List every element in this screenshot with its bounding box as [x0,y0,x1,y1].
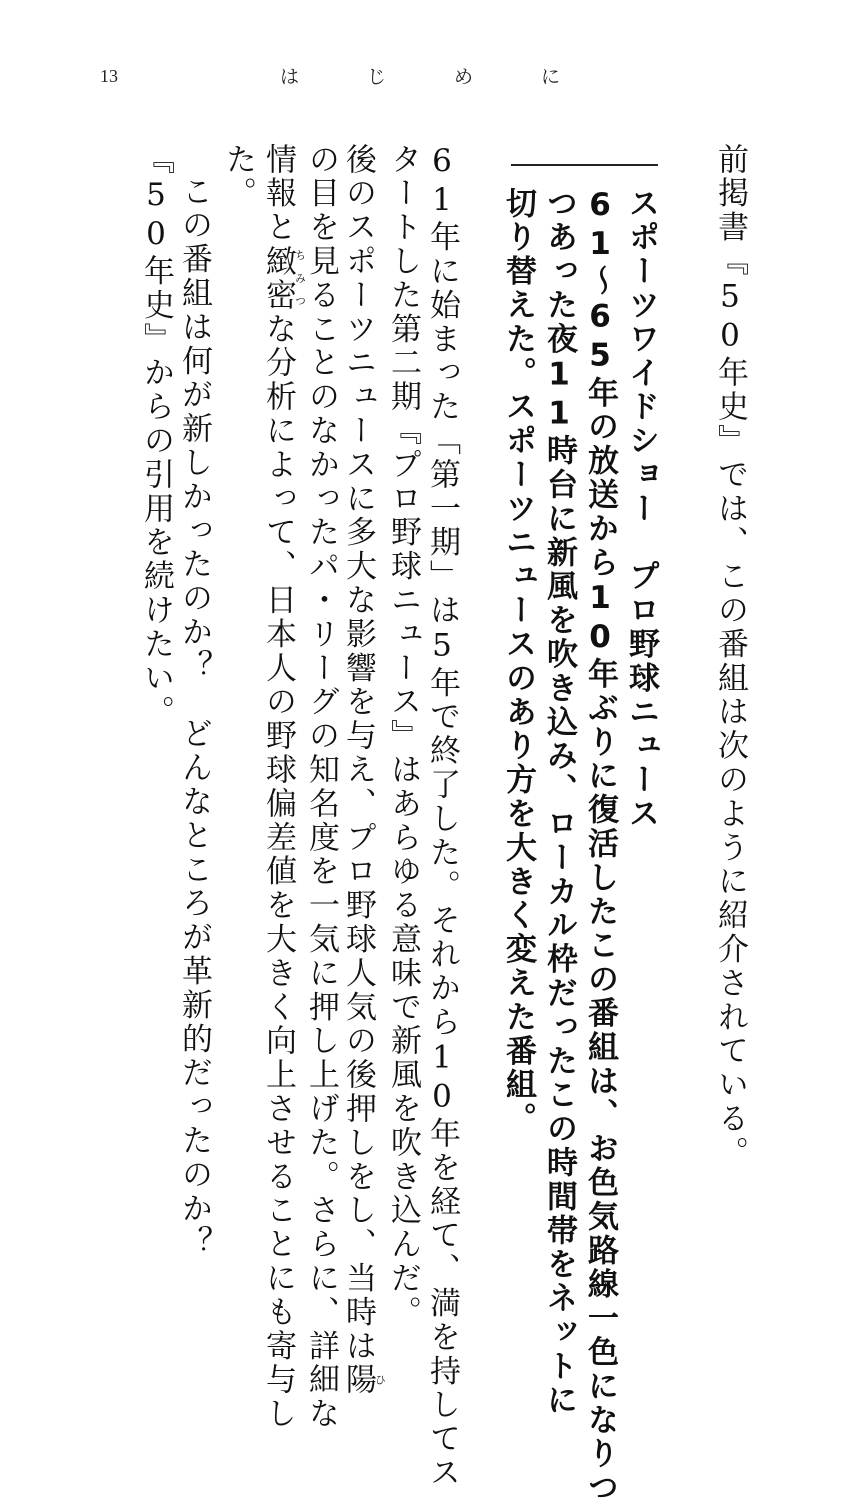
ruby-annotation [260,244,307,313]
quote-line: 切り替えた。スポーツニュースのあり方を大きく変えた番組。 [500,187,536,1137]
ruby-reading: ひ [373,1363,387,1398]
paragraph-line: タートした第二期『プロ野球ニュース』はあらゆる意味で新風を吹き込んだ。 [385,143,421,1330]
paragraph-line: 61年に始まった「第一期」は5年で終了した。それから10年を経て、満を持してス [424,143,460,1491]
paragraph-text: な分析によって、日本人の野球偏差値を大きく向上させることにも寄与し [260,312,296,1432]
quote-heading: スポーツワイドショー プロ野球ニュース [623,187,659,832]
quote-line: 61～65年の放送から10年ぶりに復活したこの番組は、お色気路線一色になりつ [582,187,618,1505]
running-head-char: じ [366,66,386,88]
intro-line: 前掲書『50年史』では、この番組は次のように紹介されている。 [712,143,748,1170]
paragraph-line: この番組は何が新しかったのか？ どんなところが革新的だったのか？ [176,175,212,1260]
page-number: 13 [100,66,118,86]
running-head-char: に [540,66,560,88]
running-head-char: め [453,66,473,88]
paragraph-line: た。 [220,143,256,211]
running-head-char: は [280,66,300,88]
paragraph-line: の目を見ることのなかったパ・リーグの知名度を一気に押し上げた。さらに、詳細な [303,143,339,1432]
paragraph-line [340,143,387,1398]
quote-line: つあった夜11時台に新風を吹き込み、ローカル枠だったこの時間帯をネットに [541,187,577,1418]
paragraph-line: 『50年史』からの引用を続けたい。 [138,143,174,730]
ruby-annotation [340,1363,387,1398]
paragraph-text: 後のスポーツニュースに多大な影響を与え、プロ野球人気の後押しをし、当時は [340,143,376,1364]
running-head [280,62,560,89]
ruby-base: 緻密 [260,244,296,313]
quote-divider [511,164,658,166]
paragraph-text: 情報と [260,143,296,245]
ruby-base: 陽 [340,1363,376,1398]
paragraph-line [260,143,307,1432]
ruby-reading: ちみつ [293,244,307,313]
